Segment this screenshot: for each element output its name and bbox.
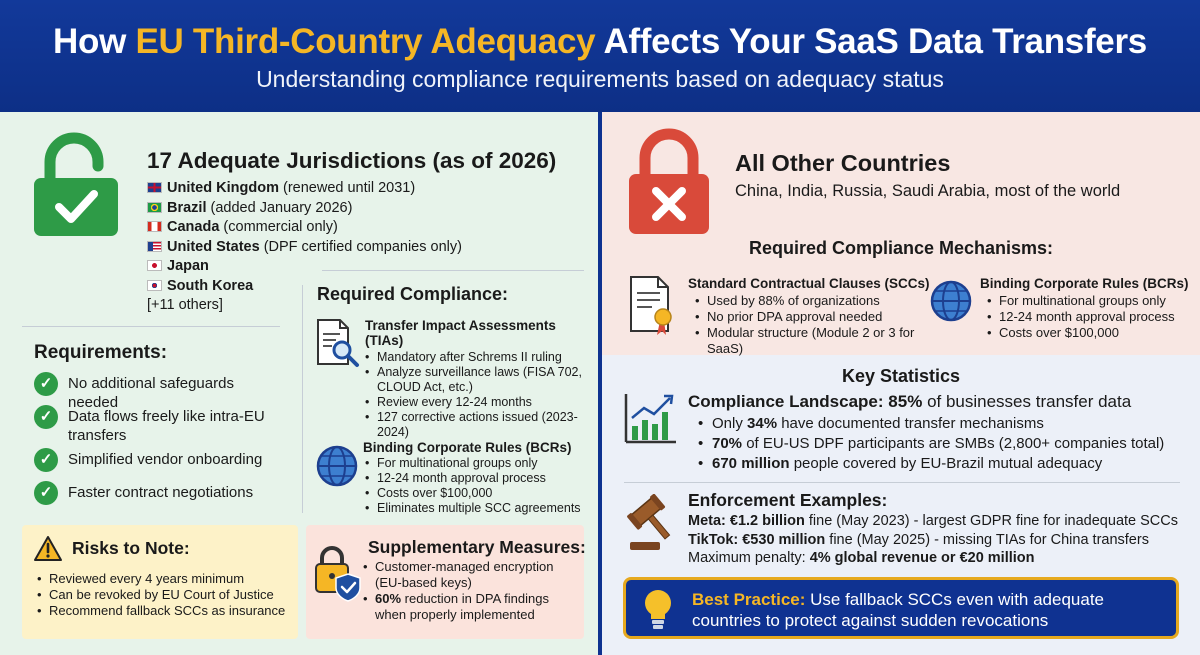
country-item: United States (DPF certified companies only) xyxy=(147,238,462,258)
list-item: • Mandatory after Schrems II ruling xyxy=(364,350,584,365)
lock-shield-icon xyxy=(314,544,362,602)
enforcement-item: Meta: €1.2 billion fine (May 2023) - largest GDPR fine for inadequate SCCs xyxy=(688,513,1178,529)
bcr-list-right xyxy=(986,293,1186,341)
list-item: • 127 corrective actions issued (2023-2024) xyxy=(364,410,584,440)
supplementary-list xyxy=(362,559,580,623)
unlocked-padlock-icon xyxy=(32,132,120,238)
contract-certificate-icon xyxy=(628,275,678,337)
other-countries-heading: All Other Countries xyxy=(735,150,951,176)
list-item: • Only 34% have documented transfer mechanisms xyxy=(696,414,1196,434)
list-item: • Review every 12-24 months xyxy=(364,395,584,410)
globe-icon xyxy=(929,279,973,323)
requirement-item: ✓ No additional safeguards needed xyxy=(34,372,284,412)
check-icon: ✓ xyxy=(34,372,58,396)
divider-line xyxy=(22,326,280,327)
adequate-heading: 17 Adequate Jurisdictions (as of 2026) xyxy=(147,148,557,173)
page-title: How EU Third-Country Adequacy Affects Your SaaS Data Transfers xyxy=(53,22,1147,61)
required-compliance-title: Required Compliance: xyxy=(317,284,509,304)
title-highlight: EU Third-Country Adequacy xyxy=(135,22,596,61)
list-item: • Eliminates multiple SCC agreements xyxy=(364,501,584,516)
japan-flag-icon xyxy=(147,260,162,271)
requirement-item: ✓ Simplified vendor onboarding xyxy=(34,448,284,472)
bcr-title-right: Binding Corporate Rules (BCRs) xyxy=(980,276,1189,291)
country-item: Japan xyxy=(147,257,462,277)
globe-icon xyxy=(315,444,359,488)
divider-line xyxy=(302,285,303,513)
list-item: • Reviewed every 4 years minimum xyxy=(36,571,296,587)
list-item: • 12-24 month approval process xyxy=(986,309,1186,325)
country-item: United Kingdom (renewed until 2031) xyxy=(147,179,462,199)
divider-line xyxy=(322,270,584,271)
list-item: • Analyze surveillance laws (FISA 702, CLOUD Act, etc.) xyxy=(364,365,584,395)
requirement-item: ✓ Faster contract negotiations xyxy=(34,481,284,505)
brazil-flag-icon xyxy=(147,202,162,213)
growth-chart-icon xyxy=(624,392,678,444)
bcr-title-left: Binding Corporate Rules (BCRs) xyxy=(363,440,572,455)
list-item: • Customer-managed encryption (EU-based keys) xyxy=(362,559,580,591)
list-item: • 60% reduction in DPA findings when properly implemented xyxy=(362,591,580,623)
enforcement-item: Maximum penalty: 4% global revenue or €20 million xyxy=(688,550,1035,566)
mechanisms-title: Required Compliance Mechanisms: xyxy=(748,238,1054,258)
list-item: • Used by 88% of organizations xyxy=(694,293,944,309)
warning-icon xyxy=(33,535,63,562)
gavel-icon xyxy=(624,494,680,552)
requirement-item: ✓ Data flows freely like intra-EU transfers xyxy=(34,405,284,445)
landscape-headline: Compliance Landscape: 85% of businesses transfer data xyxy=(688,392,1132,411)
requirements-title: Requirements: xyxy=(34,342,168,363)
list-item: • For multinational groups only xyxy=(986,293,1186,309)
list-item: • Costs over $100,000 xyxy=(364,486,584,501)
page-subtitle: Understanding compliance requirements based on adequacy status xyxy=(256,66,944,92)
enforcement-title: Enforcement Examples: xyxy=(688,490,888,510)
list-item: • 12-24 month approval process xyxy=(364,471,584,486)
other-countries-list: China, India, Russia, Saudi Arabia, most of the world xyxy=(735,182,1121,200)
country-item: Canada (commercial only) xyxy=(147,218,462,238)
header-banner xyxy=(0,0,1200,112)
key-statistics-title: Key Statistics xyxy=(841,366,961,386)
check-icon: ✓ xyxy=(34,448,58,472)
list-item: • No prior DPA approval needed xyxy=(694,309,944,325)
document-search-icon xyxy=(314,318,360,368)
landscape-list xyxy=(696,414,1196,474)
supplementary-title: Supplementary Measures: xyxy=(368,537,586,557)
list-item: • Recommend fallback SCCs as insurance xyxy=(36,603,296,619)
best-practice-callout xyxy=(623,577,1179,639)
enforcement-item: TikTok: €530 million fine (May 2025) - missing TIAs for China transfers xyxy=(688,531,1149,548)
enforcement-list xyxy=(688,512,1188,568)
list-item: • Can be revoked by EU Court of Justice xyxy=(36,587,296,603)
scc-list xyxy=(694,293,944,357)
tia-title: Transfer Impact Assessments (TIAs) xyxy=(365,318,556,348)
check-icon: ✓ xyxy=(34,405,58,429)
check-icon: ✓ xyxy=(34,481,58,505)
scc-title: Standard Contractual Clauses (SCCs) xyxy=(688,276,930,291)
south-korea-flag-icon xyxy=(147,280,162,291)
best-practice-text: Best Practice: Use fallback SCCs even with adequate countries to protect against sudden revocations xyxy=(692,590,1105,630)
risks-title: Risks to Note: xyxy=(72,538,190,558)
others-count: [+11 others] xyxy=(147,297,223,313)
divider-line xyxy=(624,482,1180,483)
bcr-list-left xyxy=(364,456,584,516)
list-item: • Modular structure (Module 2 or 3 for SaaS) xyxy=(694,325,944,357)
country-item: Brazil (added January 2026) xyxy=(147,199,462,219)
canada-flag-icon xyxy=(147,221,162,232)
list-item: • For multinational groups only xyxy=(364,456,584,471)
list-item: • Costs over $100,000 xyxy=(986,325,1186,341)
country-item: South Korea xyxy=(147,277,462,297)
list-item: • 70% of EU-US DPF participants are SMBs (2,800+ companies total) xyxy=(696,434,1196,454)
locked-padlock-icon xyxy=(628,128,710,236)
list-item: • 670 million people covered by EU-Brazil mutual adequacy xyxy=(696,454,1196,474)
tia-list xyxy=(364,350,584,440)
uk-flag-icon xyxy=(147,182,162,193)
lightbulb-icon xyxy=(640,587,676,631)
us-flag-icon xyxy=(147,241,162,252)
risks-list xyxy=(36,571,296,619)
